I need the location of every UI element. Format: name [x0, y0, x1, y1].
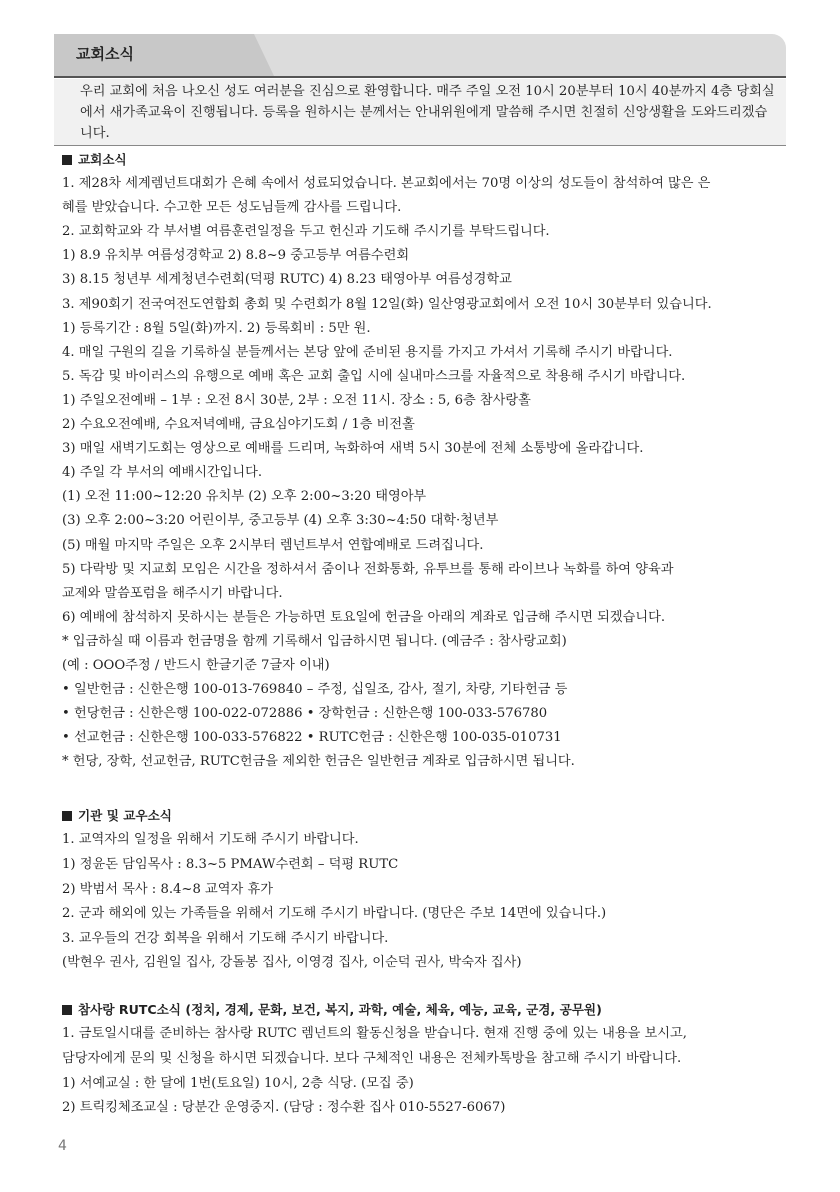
section1-line: • 일반헌금 : 신한은행 100-013-769840 – 주정, 십일조, 감사, 절기, 차량, 기타헌금 등: [62, 682, 568, 698]
section1-line: * 헌당, 장학, 선교헌금, RUTC헌금을 제외한 헌금은 일반헌금 계좌로 입금하시면 됩니다.: [62, 754, 575, 770]
section3-line: 1. 금토일시대를 준비하는 참사랑 RUTC 렘넌트의 활동신청을 받습니다. 현재 진행 중에 있는 내용을 보시고,: [62, 1026, 687, 1041]
section1-line: 3) 8.15 청년부 세계청년수련회(덕평 RUTC) 4) 8.23 태영아부 여름성경학교: [62, 272, 512, 288]
section1-line: 2. 교회학교와 각 부서별 여름훈련일정을 두고 헌신과 기도해 주시기를 부탁드립니다.: [62, 224, 550, 240]
section1-line: 1. 제28차 세계렘넌트대회가 은혜 속에서 성료되었습니다. 본교회에서는 70명 이상의 성도들이 참석하여 많은 은: [62, 176, 711, 191]
header-title: 교회소식: [76, 45, 134, 63]
section2-line: 2. 군과 해외에 있는 가족들을 위해서 기도해 주시기 바랍니다. (명단은 주보 14면에 있습니다.): [62, 906, 607, 921]
section1-line: 6) 예배에 참석하지 못하시는 분들은 가능하면 토요일에 헌금을 아래의 계좌로 입금해 주시면 되겠습니다.: [62, 609, 666, 625]
bullet-square-icon: [62, 155, 72, 165]
section1-line: 혜를 받았습니다. 수고한 모든 성도님들께 감사를 드립니다.: [62, 200, 402, 216]
section3-title: [62, 1000, 602, 1020]
page-number: 4: [58, 1138, 67, 1154]
section2-line: 3. 교우들의 건강 회복을 위해서 기도해 주시기 바랍니다.: [62, 931, 389, 946]
section1-line: 4. 매일 구원의 길을 기록하실 분들께서는 본당 앞에 준비된 용지를 가지고 가셔서 기록해 주시기 바랍니다.: [62, 344, 673, 360]
section3-line: 담당자에게 문의 및 신청을 하시면 되겠습니다. 보다 구체적인 내용은 전체카톡방을 참고해 주시기 바랍니다.: [62, 1051, 682, 1066]
section3-line: 2) 트릭킹체조교실 : 당분간 운영중지. (담당 : 정수환 집사 010-5527-6067): [62, 1100, 506, 1115]
section3-title-text: 참사랑 RUTC소식 (정치, 경제, 문화, 보건, 복지, 과학, 예술, 체육, 예능, 교육, 군경, 공무원): [78, 1002, 602, 1017]
section1-title: [62, 150, 127, 170]
section1-line: (3) 오후 2:00~3:20 어린이부, 중고등부 (4) 오후 3:30~4:50 대학·청년부: [62, 513, 499, 529]
section1-line: * 입금하실 때 이름과 헌금명을 함께 기록해서 입금하시면 됩니다. (예금주 : 참사랑교회): [62, 633, 567, 649]
section2-line: 1) 정윤돈 담임목사 : 8.3~5 PMAW수련회 – 덕평 RUTC: [62, 857, 399, 872]
bullet-square-icon: [62, 1005, 72, 1015]
section2-title: [62, 806, 172, 826]
section2-line: 2) 박범서 목사 : 8.4~8 교역자 휴가: [62, 882, 273, 897]
section1-line: 교제와 말씀포럼을 해주시기 바랍니다.: [62, 585, 283, 601]
section3-line: 1) 서예교실 : 한 달에 1번(토요일) 10시, 2층 식당. (모집 중): [62, 1076, 414, 1091]
welcome-text: 우리 교회에 처음 나오신 성도 여러분을 진심으로 환영합니다. 매주 주일 오전 10시 20분부터 10시 40분까지 4층 당회실에서 새가족교육이 진행됩니다. 등록을 원하시는 분께서는 안내위원에게 말씀해 주시면 친절히 신앙생활을 도와드리겠습니다.: [80, 84, 775, 141]
section1-line: 4) 주일 각 부서의 예배시간입니다.: [62, 465, 263, 481]
section1-line: 1) 등록기간 : 8월 5일(화)까지. 2) 등록회비 : 5만 원.: [62, 320, 371, 336]
section2-title-text: 기관 및 교우소식: [78, 808, 172, 823]
header-rule: [54, 76, 786, 78]
section1-line: (예 : OOO주정 / 반드시 한글기준 7글자 이내): [62, 658, 330, 673]
welcome-box: [54, 79, 786, 146]
section1-line: 1) 주일오전예배 – 1부 : 오전 8시 30분, 2부 : 오전 11시. 장소 : 5, 6층 참사랑홀: [62, 392, 531, 408]
section1-line: 3. 제90회기 전국여전도연합회 총회 및 수련회가 8월 12일(화) 일산영광교회에서 오전 10시 30분부터 있습니다.: [62, 296, 712, 312]
section1-line: • 헌당헌금 : 신한은행 100-022-072886 • 장학헌금 : 신한은행 100-033-576780: [62, 706, 548, 722]
section1-line: 1) 8.9 유치부 여름성경학교 2) 8.8~9 중고등부 여름수련회: [62, 248, 410, 264]
section1-line: (5) 매월 마지막 주일은 오후 2시부터 렘넌트부서 연합예배로 드려집니다.: [62, 537, 484, 553]
section1-title-text: 교회소식: [78, 152, 127, 167]
section1-line: (1) 오전 11:00~12:20 유치부 (2) 오후 2:00~3:20 태영아부: [62, 489, 427, 505]
section1-line: • 선교헌금 : 신한은행 100-033-576822 • RUTC헌금 : 신한은행 100-035-010731: [62, 730, 562, 746]
section1-line: 5. 독감 및 바이러스의 유행으로 예배 혹은 교회 출입 시에 실내마스크를 자율적으로 착용해 주시기 바랍니다.: [62, 368, 686, 384]
section1-line: 2) 수요오전예배, 수요저녁예배, 금요심야기도회 / 1층 비전홀: [62, 417, 415, 432]
section1-line: 3) 매일 새벽기도회는 영상으로 예배를 드리며, 녹화하여 새벽 5시 30분에 전체 소통방에 올라갑니다.: [62, 441, 644, 457]
section-header: [54, 34, 786, 76]
section2-line: 1. 교역자의 일정을 위해서 기도해 주시기 바랍니다.: [62, 832, 359, 847]
bullet-square-icon: [62, 811, 72, 821]
section1-line: 5) 다락방 및 지교회 모임은 시간을 정하셔서 줌이나 전화통화, 유투브를 통해 라이브나 녹화를 하여 양육과: [62, 561, 674, 577]
section2-line: (박현우 권사, 김원일 집사, 강돌봉 집사, 이영경 집사, 이순덕 권사, 박숙자 집사): [62, 955, 522, 970]
